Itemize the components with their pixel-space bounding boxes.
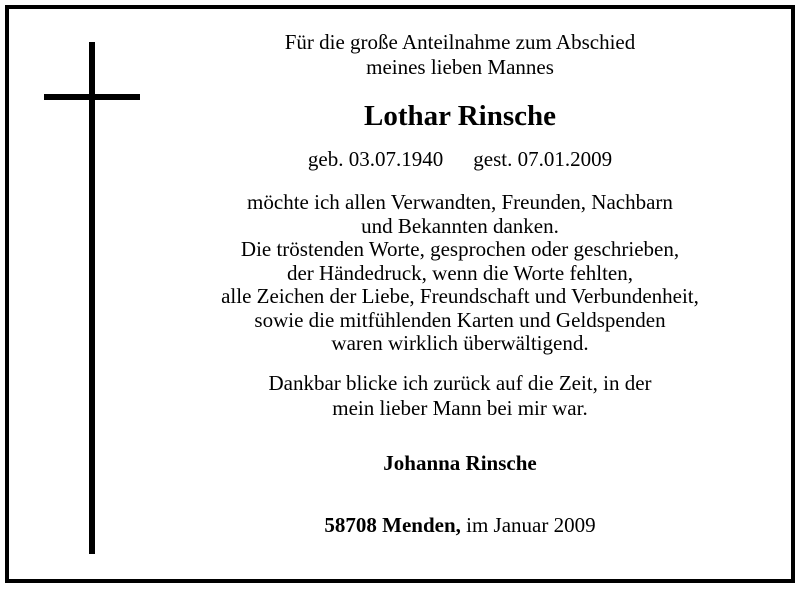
death-date: gest. 07.01.2009 (473, 147, 613, 171)
intro-text (120, 30, 800, 80)
intro-line: meines lieben Mannes (366, 55, 554, 79)
thanks-text (120, 191, 800, 356)
place-date: im Januar 2009 (466, 512, 596, 537)
thanks-line: alle Zeichen der Liebe, Freundschaft und Verbundenheit, (221, 284, 699, 308)
thanks-line: der Händedruck, wenn die Worte fehlten, (286, 260, 634, 285)
thanks-line: sowie die mitfühlenden Karten und Geldspenden (254, 307, 666, 332)
thanks-line: möchte ich allen Verwandten, Freunden, Nachbarn (247, 190, 673, 214)
place-city: 58708 Menden, (324, 512, 461, 537)
deceased-name: Lothar Rinsche (363, 100, 556, 132)
cross-vertical-bar (89, 42, 95, 554)
closing-text (120, 371, 800, 421)
signer-name: Johanna Rinsche (383, 450, 537, 475)
thanks-line: und Bekannten danken. (361, 213, 559, 238)
life-dates (120, 146, 800, 172)
intro-line: Für die große Anteilnahme zum Abschied (284, 30, 636, 54)
closing-line: Dankbar blicke ich zurück auf die Zeit, in der (268, 370, 652, 395)
thanks-line: Die tröstenden Worte, gesprochen oder geschrieben, (240, 237, 680, 261)
place-and-date (120, 513, 800, 538)
closing-line: mein lieber Mann bei mir war. (332, 395, 588, 420)
thanks-line: waren wirklich überwältigend. (331, 331, 589, 355)
birth-date: geb. 03.07.1940 (307, 147, 444, 171)
notice-content (120, 30, 800, 538)
